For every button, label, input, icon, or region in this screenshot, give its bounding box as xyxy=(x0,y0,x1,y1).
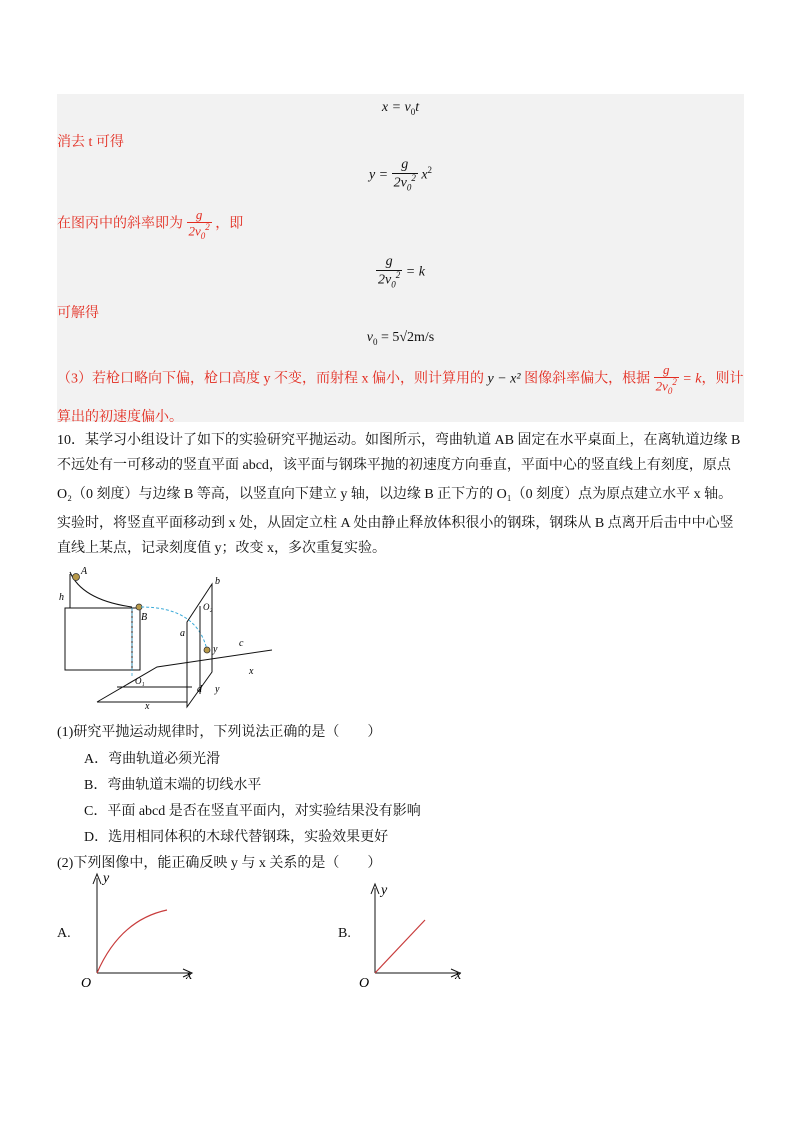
equation-y-x2: y = $\frac{g}{2v_0^2}$ $x^2$ xyxy=(368,157,433,193)
ball-on-plane xyxy=(204,647,210,653)
graph-a-label[interactable]: A. xyxy=(57,926,71,941)
label-o1: O₁ xyxy=(135,676,145,686)
q10-line2: 不远处有一可移动的竖直平面 abcd，该平面与钢珠平抛的初速度方向垂直，平面中心的竖直线上有刻度，原点 xyxy=(57,458,731,473)
label-y-ball: y xyxy=(213,644,218,655)
label-b-edge: B xyxy=(141,612,148,623)
graph-b-y-label: y xyxy=(381,883,388,898)
fraction-g-2v0sq: $\frac{g}{2v_0^2}$ xyxy=(393,157,416,193)
eliminate-text: 消去 t 可得 xyxy=(57,135,124,150)
graph-a[interactable] xyxy=(75,870,205,990)
graph-b-label[interactable]: B. xyxy=(338,926,351,941)
graph-a-x-label: x xyxy=(186,968,193,983)
equation-v0-result: $v_0 = 5√2m/s$ xyxy=(366,330,435,347)
sub2-stem: (2)下列图像中，能正确反映 y 与 x 关系的是（ ） xyxy=(57,856,382,871)
ball-at-a xyxy=(73,574,80,581)
sub1-stem: (1)研究平抛运动规律时，下列说法正确的是（ ） xyxy=(57,725,382,740)
label-o2: O₂ xyxy=(203,602,213,612)
q10-line4: 实验时，将竖直平面移动到 x 处，从固定立柱 A 处由静止释放体积很小的钢珠，钢珠从 B 点离开后击中中心竖 xyxy=(57,516,734,531)
label-y-down: y xyxy=(215,684,220,695)
graph-b-line xyxy=(375,920,425,973)
label-x-axis: x xyxy=(249,666,254,677)
solvable-text: 可解得 xyxy=(57,306,99,321)
ground-edge xyxy=(97,650,272,702)
option-b[interactable]: B．弯曲轨道末端的切线水平 xyxy=(84,778,262,793)
option-d[interactable]: D．选用相同体积的木球代替钢珠，实验效果更好 xyxy=(84,830,389,845)
label-b-plane: b xyxy=(215,576,220,587)
graph-b-origin: O xyxy=(359,976,370,990)
graph-b[interactable] xyxy=(355,880,475,990)
part3-line2: 算出的初速度偏小。 xyxy=(57,410,183,425)
option-a[interactable]: A．弯曲轨道必须光滑 xyxy=(84,752,221,767)
slope-text: 在图丙中的斜率即为 $\frac{g}{2v_0^2}$ ，即 xyxy=(57,207,244,241)
equation-x-v0t: $x = v_0t$ xyxy=(381,100,420,117)
label-x-dim: x xyxy=(145,701,150,712)
part3-line1: （3）若枪口略向下偏，枪口高度 y 不变，而射程 x 偏小，则计算用的 y − x² 图像斜率偏大，根据 $\frac{g}{2v_0^2}$ = k，则计 xyxy=(57,362,744,396)
label-a-pillar: A xyxy=(81,566,88,577)
label-a-plane: a xyxy=(180,628,185,639)
label-h: h xyxy=(59,592,64,603)
option-c[interactable]: C．平面 abcd 是否在竖直平面内，对实验结果没有影响 xyxy=(84,804,421,819)
trajectory xyxy=(141,607,207,650)
q10-line1: 10．某学习小组设计了如下的实验研究平抛运动。如图所示，弯曲轨道 AB 固定在水平桌面上，在离轨道边缘 B xyxy=(57,433,741,448)
graph-b-x-label: x xyxy=(455,968,462,983)
graph-a-curve xyxy=(97,910,167,973)
graph-a-y-label: y xyxy=(103,871,110,886)
graph-a-origin: O xyxy=(81,976,92,990)
table-edge xyxy=(132,608,140,670)
experiment-diagram xyxy=(57,562,277,712)
label-c: c xyxy=(239,638,244,649)
q10-line5: 直线上某点，记录刻度值 y；改变 x，多次重复实验。 xyxy=(57,541,386,556)
q10-line3: O₂（0 刻度）与边缘 B 等高，以竖直向下建立 y 轴，以边缘 B 正下方的 O₁（0 刻度）点为原点建立水平 x 轴。 xyxy=(57,487,733,502)
table-front xyxy=(65,608,132,670)
label-d: d xyxy=(197,684,202,695)
equation-slope-k: $\frac{g}{2v_0^2}$ = k xyxy=(378,254,425,290)
